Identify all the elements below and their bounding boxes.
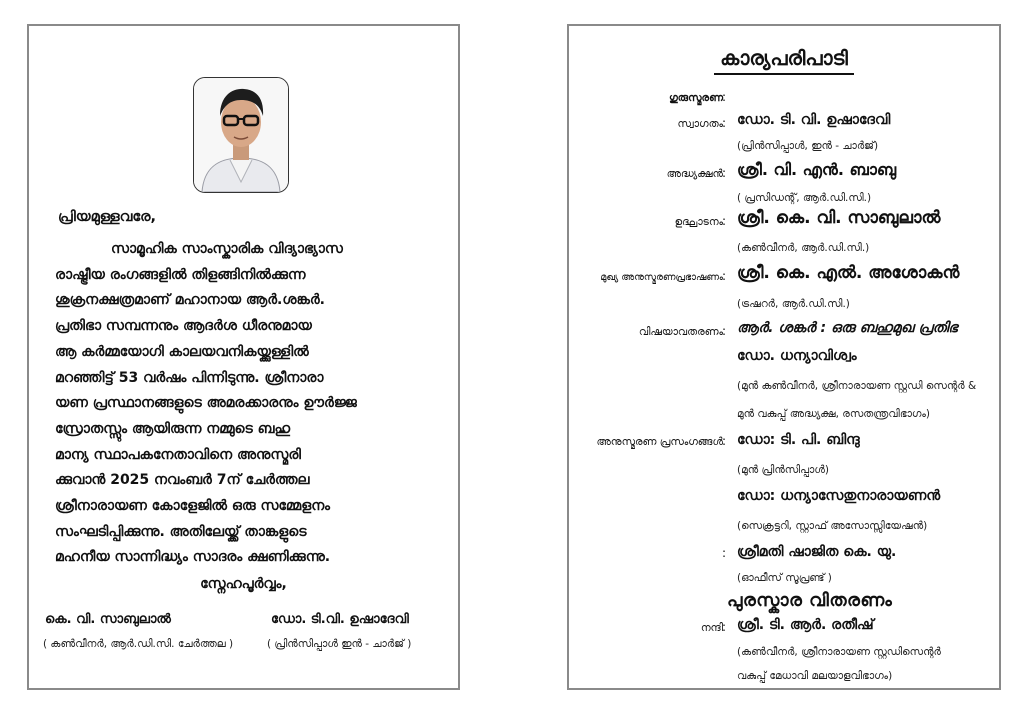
body-line: ശ്രീനാരായണ കോളേജിൽ ഒരു സമ്മേളനം	[55, 498, 331, 515]
body-line: രാഷ്ട്രീയ രംഗങ്ങളിൽ തിളങ്ങിനിൽക്കുന്ന	[55, 266, 306, 283]
colon: :	[722, 620, 727, 634]
speech-speaker-2: ഡോ: ധന്യാസേതുനാരായണൻ	[737, 488, 941, 504]
body-line: സംഘടിപ്പിക്കുന്നു. അതിലേയ്ക്ക് താങ്കളുടെ	[55, 523, 307, 540]
body-line: ക്കുവാൻ 2025 നവംബർ 7ന് ചേർത്തല	[55, 472, 310, 489]
topic-speaker-role-2: മുൻ വകുപ്പ് അദ്ധ്യക്ഷ, രസതന്ത്രവിഭാഗം)	[737, 408, 930, 420]
topic-speaker-role-1: (മുൻ കൺവീനർ, ശ്രീനാരായണ സ്റ്റഡി സെന്റർ &	[737, 380, 977, 392]
invitation-letter-page	[27, 24, 460, 690]
label-guru-smarana: ഗുരുസ്മരണ	[668, 92, 723, 104]
president-name: ശ്രീ. വി. എൻ. ബാബു	[737, 160, 897, 179]
award-distribution-heading: പുരസ്കാര വിതരണം	[727, 590, 893, 611]
signer-principal-role: ( പ്രിൻസിപ്പാൾ ഇൻ - ചാർജ് )	[267, 638, 412, 650]
body-line: ആ കർമ്മയോഗി കാലയവനികയ്ക്കുള്ളിൽ	[55, 343, 309, 360]
thanks-speaker-role-2: വകുപ്പ് മേധാവി മലയാളവിഭാഗം)	[737, 670, 893, 682]
topic-speaker: ഡോ. ധന്യാവിശ്വം	[737, 348, 857, 364]
speech-speaker-2-role: (സെക്രട്ടറി, സ്റ്റാഫ് അസോസ്സിയേഷൻ)	[737, 520, 928, 532]
closing-regards: സ്നേഹപൂർവ്വം,	[200, 576, 287, 592]
welcome-speaker: ഡോ. ടി. വി. ഉഷാദേവി	[737, 112, 891, 128]
body-line: പ്രതിഭാ സമ്പന്നനും ആദർശ ധീരനുമായ	[55, 318, 312, 335]
body-line: മാന്യ സ്ഥാപകനേതാവിനെ അനുസ്മരി	[55, 446, 301, 463]
label-president: അദ്ധ്യക്ഷൻ	[666, 168, 723, 180]
speech-speaker-3: ശ്രീമതി ഷാജിത കെ. യു.	[737, 544, 897, 560]
invitation-body	[55, 237, 413, 571]
speech-speaker-3-role: (ഓഫീസ് സൂപ്രണ്ട് )	[737, 572, 832, 584]
thanks-speaker: ശ്രീ. ടി. ആർ. രതീഷ്	[737, 617, 874, 633]
founder-portrait	[193, 77, 289, 193]
colon: :	[722, 214, 727, 228]
colon: :	[722, 269, 727, 283]
programme-title	[569, 46, 999, 75]
keynote-speaker-role: (ട്രഷറർ, ആർ.ഡി.സി.)	[737, 298, 850, 310]
body-line: സാമൂഹിക സാംസ്കാരിക വിദ്യാഭ്യാസ	[111, 241, 343, 257]
signer-convener-role: ( കൺവീനർ, ആർ.ഡി.സി. ചേർത്തല )	[43, 638, 234, 650]
programme-page	[567, 24, 1001, 690]
president-role: ( പ്രസിഡന്റ്, ആർ.ഡി.സി.)	[737, 192, 872, 204]
label-vote-of-thanks: നന്ദി	[700, 622, 723, 634]
salutation: പ്രിയമുള്ളവരേ,	[58, 209, 157, 225]
speech-speaker-1-role: (മുൻ പ്രിൻസിപ്പാൾ)	[737, 464, 830, 476]
colon: :	[722, 546, 727, 560]
topic-title: ആർ. ശങ്കർ : ഒരു ബഹുമുഖ പ്രതിഭ	[737, 320, 958, 336]
colon: :	[722, 434, 727, 448]
welcome-speaker-role: (പ്രിൻസിപ്പാൾ, ഇൻ - ചാർജ്)	[737, 140, 879, 152]
body-line: ശുക്രനക്ഷത്രമാണ് മഹാനായ ആർ.ശങ്കർ.	[55, 292, 325, 309]
programme-title-text: കാര്യപരിപാടി	[714, 46, 854, 75]
label-welcome: സ്വാഗതം	[677, 118, 723, 130]
keynote-speaker: ശ്രീ. കെ. എൽ. അശോകൻ	[737, 263, 960, 283]
body-line: യണ പ്രസ്ഥാനങ്ങളുടെ അമരക്കാരനും ഊർജ്ജ	[55, 395, 357, 412]
body-line: മറഞ്ഞിട്ട് 53 വർഷം പിന്നിടുന്നു. ശ്രീനാരാ	[55, 369, 324, 386]
portrait-illustration	[194, 78, 288, 192]
label-topic-presentation: വിഷയാവതരണം	[638, 326, 723, 338]
body-line: മഹനീയ സാന്നിദ്ധ്യം സാദരം ക്ഷണിക്കുന്നു.	[55, 549, 331, 566]
inaugurator-role: (കൺവീനർ, ആർ.ഡി.സി.)	[737, 242, 870, 254]
inaugurator-name: ശ്രീ. കെ. വി. സാബുലാൽ	[737, 208, 941, 228]
thanks-speaker-role-1: (കൺവീനർ, ശ്രീനാരായണ സ്റ്റഡിസെന്റർ	[737, 646, 941, 658]
colon: :	[722, 90, 727, 104]
signer-convener-name: കെ. വി. സാബുലാൽ	[45, 612, 171, 627]
body-line: സ്രോതസ്സും ആയിരുന്ന നമ്മുടെ ബഹു	[55, 420, 291, 437]
label-inauguration: ഉദ്ഘാടനം	[674, 216, 723, 228]
colon: :	[722, 116, 727, 130]
label-commemorative-speeches: അനുസ്മരണ പ്രസംഗങ്ങൾ	[596, 436, 723, 448]
colon: :	[722, 166, 727, 180]
label-keynote: മുഖ്യ അനുസ്മരണപ്രഭാഷണം	[600, 272, 723, 283]
signer-principal-name: ഡോ. ടി.വി. ഉഷാദേവി	[271, 612, 409, 627]
speech-speaker-1: ഡോ: ടി. പി. ബിന്ദു	[737, 432, 860, 448]
colon: :	[722, 324, 727, 338]
